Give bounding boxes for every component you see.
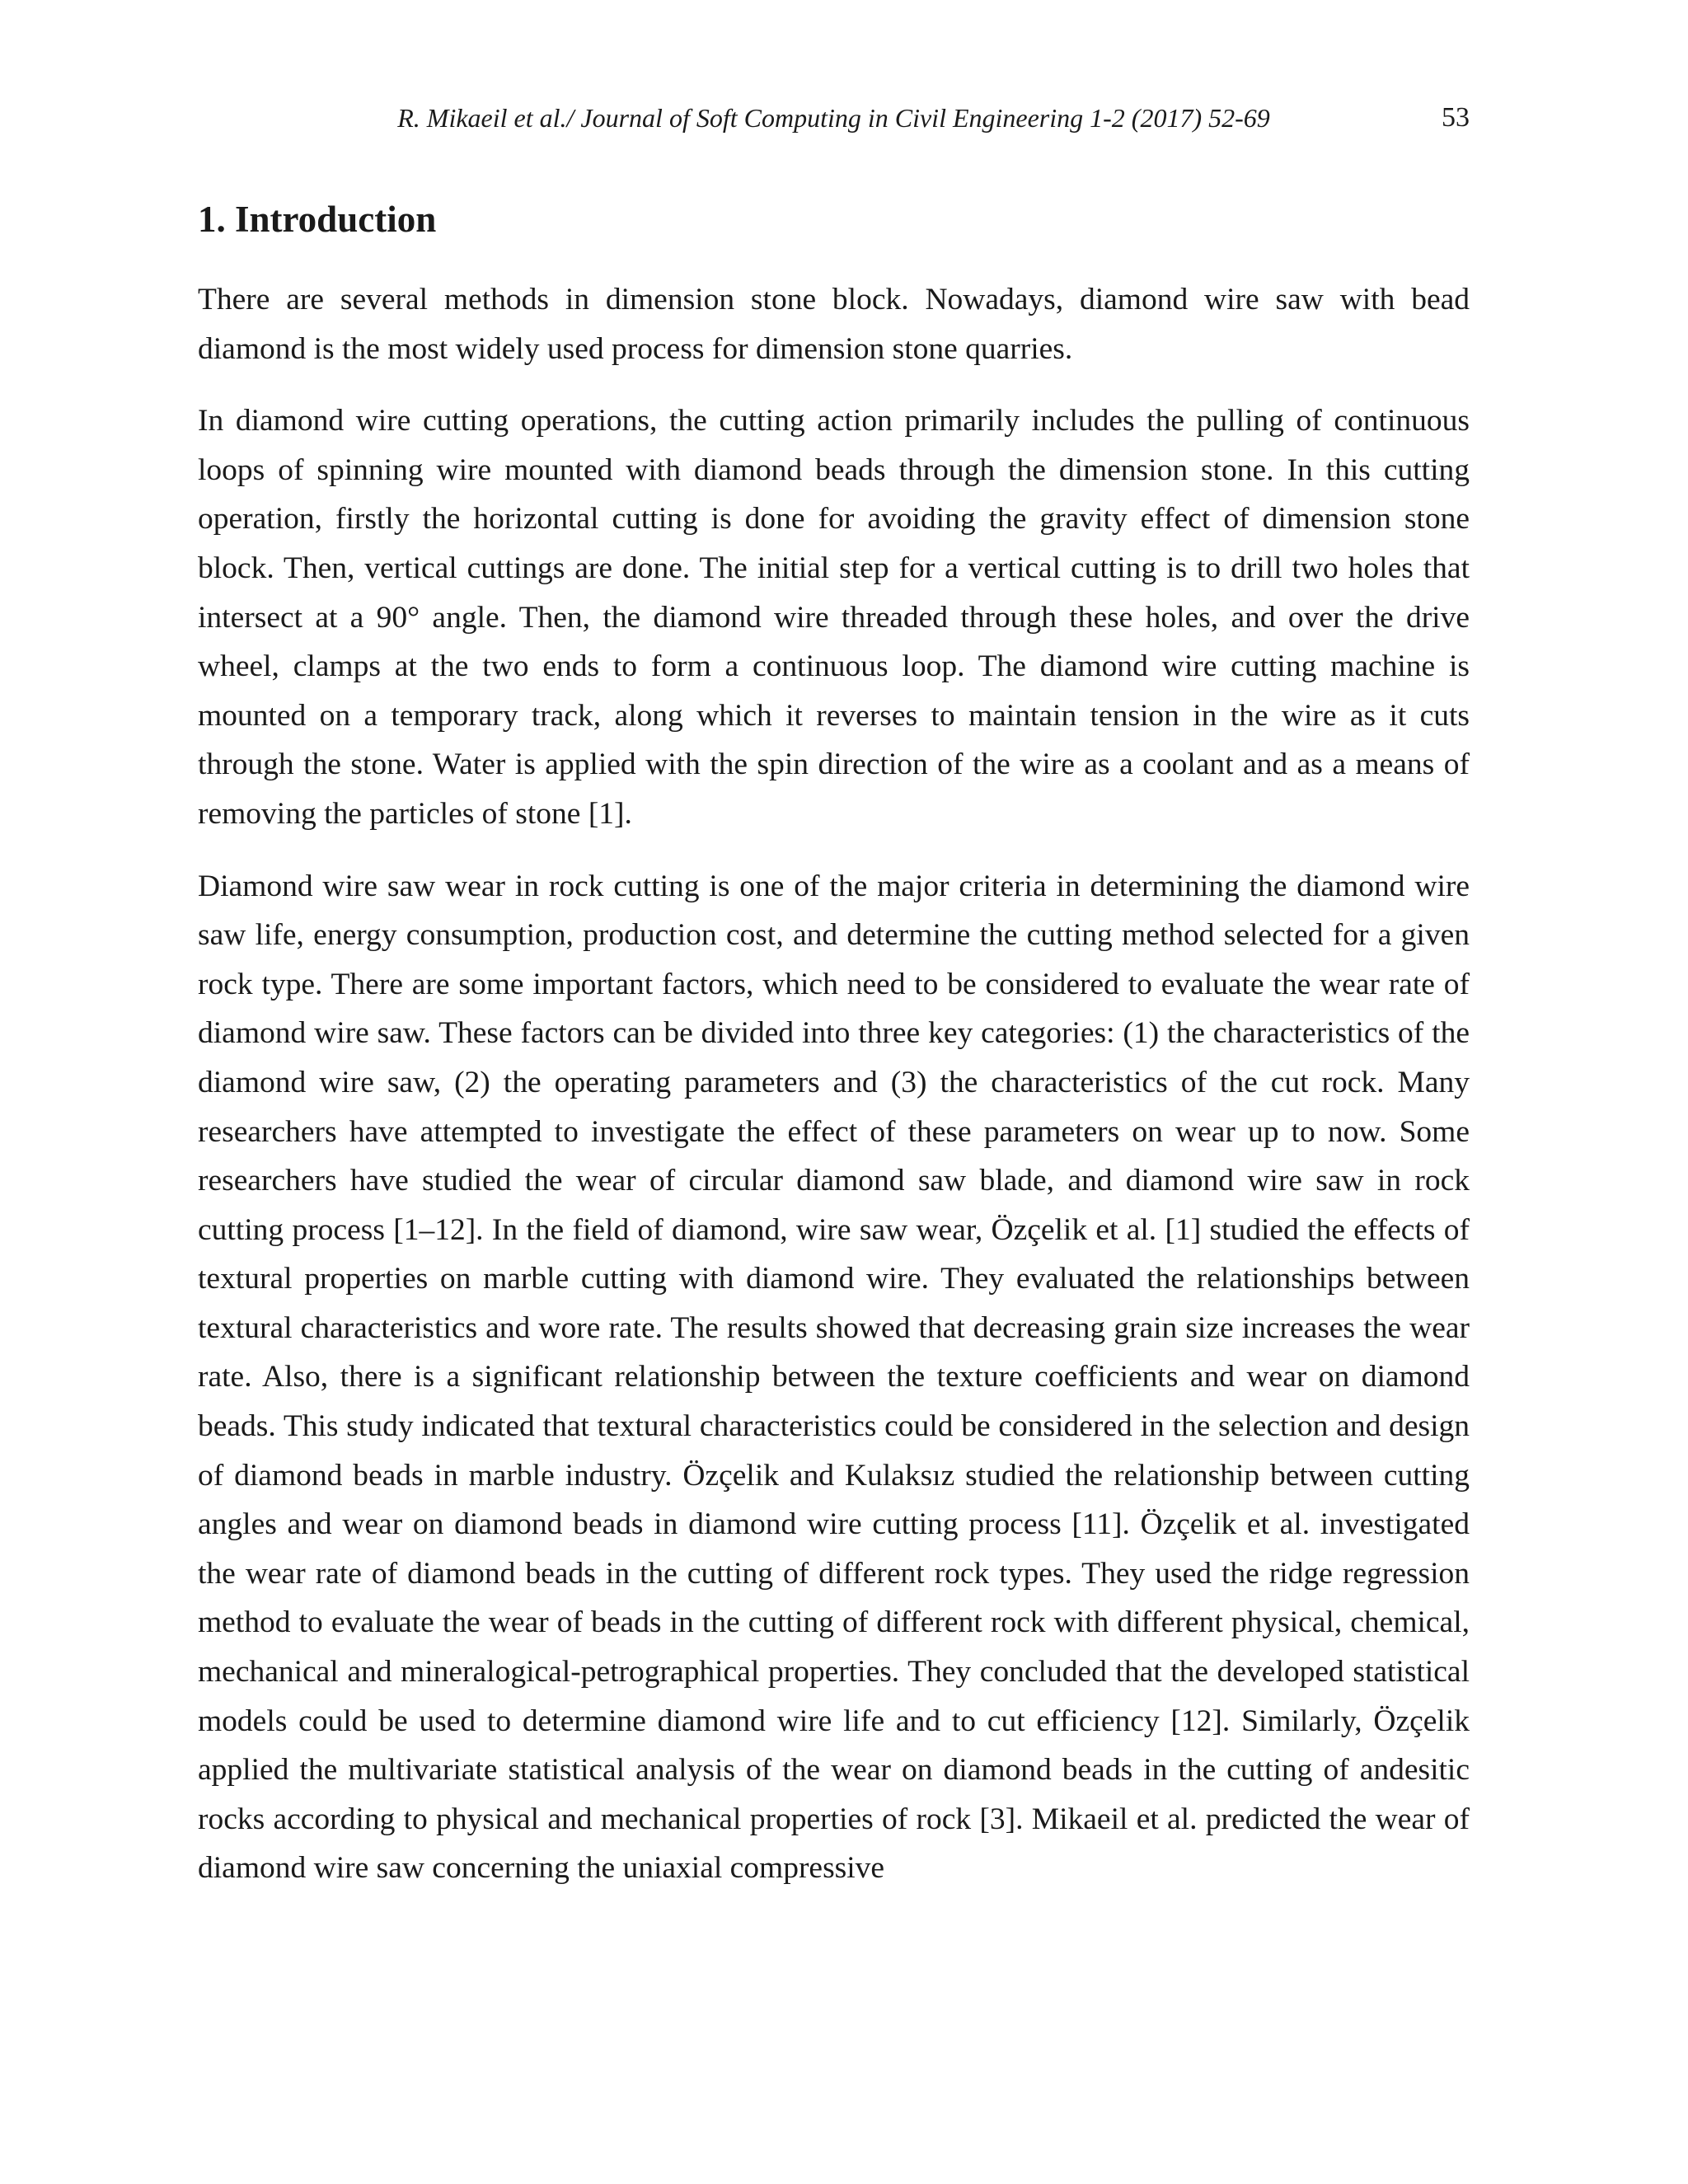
- article-body: [198, 194, 1470, 1916]
- paragraph-2: In diamond wire cutting operations, the cutting action primarily includes the pulling of continuous loops of spinning wire mounted with diamond beads through the dimension stone. In this cutting operation, firstly the horizontal cutting is done for avoiding the gravity effect of dimension stone block. Then, vertical cuttings are done. The initial step for a vertical cutting is to drill two holes that intersect at a 90° angle. Then, the diamond wire threaded through these holes, and over the drive wheel, clamps at the two ends to form a continuous loop. The diamond wire cutting machine is mounted on a temporary track, along which it reverses to maintain tension in the wire as it cuts through the stone. Water is applied with the spin direction of the wire as a coolant and as a means of removing the particles of stone [1].: [198, 404, 1470, 831]
- paragraph-1: There are several methods in dimension stone block. Nowadays, diamond wire saw with bead diamond is the most widely used process for dimension stone quarries.: [198, 283, 1470, 366]
- page-number: 53: [1442, 102, 1470, 133]
- running-header: [198, 97, 1470, 138]
- section-title: 1. Introduction: [198, 199, 437, 240]
- paragraph-3: Diamond wire saw wear in rock cutting is one of the major criteria in determining the diamond wire saw life, energy consumption, production cost, and determine the cutting method selected for a given rock type. There are some important factors, which need to be considered to evaluate the wear rate of diamond wire saw. These factors can be divided into three key categories: (1) the characteristics of the diamond wire saw, (2) the operating parameters and (3) the characteristics of the cut rock. Many researchers have attempted to investigate the effect of these parameters on wear up to now. Some researchers have studied the wear of circular diamond saw blade, and diamond wire saw in rock cutting process [1–12]. In the field of diamond, wire saw wear, Özçelik et al. [1] studied the effects of textural properties on marble cutting with diamond wire. They evaluated the relationships between textural characteristics and wore rate. The results showed that decreasing grain size increases the wear rate. Also, there is a significant relationship between the texture coefficients and wear on diamond beads. This study indicated that textural characteristics could be considered in the selection and design of diamond beads in marble industry. Özçelik and Kulaksız studied the relationship between cutting angles and wear on diamond beads in diamond wire cutting process [11]. Özçelik et al. investigated the wear rate of diamond beads in the cutting of different rock types. They used the ridge regression method to evaluate the wear of beads in the cutting of different rock with different physical, chemical, mechanical and mineralogical-petrographical properties. They concluded that the developed statistical models could be used to determine diamond wire life and to cut efficiency [12]. Similarly, Özçelik applied the multivariate statistical analysis of the wear on diamond beads in the cutting of andesitic rocks according to physical and mechanical properties of rock [3]. Mikaeil et al. predicted the wear of diamond wire saw concerning the uniaxial compressive: [198, 869, 1470, 1886]
- journal-citation: R. Mikaeil et al./ Journal of Soft Computing in Civil Engineering 1-2 (2017) 52-69: [397, 103, 1270, 133]
